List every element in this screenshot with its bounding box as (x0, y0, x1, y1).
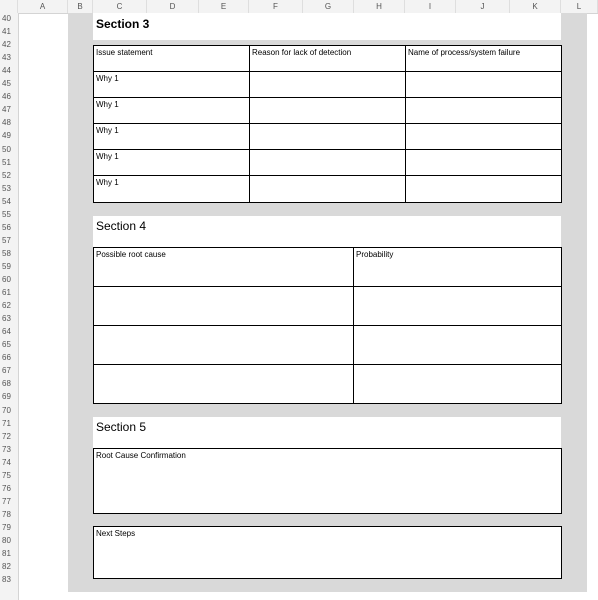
section5-title: Section 5 (96, 420, 147, 434)
row-header-74[interactable]: 74 (2, 457, 11, 467)
row-header-69[interactable]: 69 (2, 392, 11, 402)
section4-header-possible-root-cause[interactable]: Possible root cause (93, 247, 354, 287)
reason-cell[interactable] (249, 71, 406, 98)
row-header-53[interactable]: 53 (2, 183, 11, 193)
row-header-47[interactable]: 47 (2, 105, 11, 115)
row-header-61[interactable]: 61 (2, 288, 11, 298)
row-header-81[interactable]: 81 (2, 549, 11, 559)
row-header-76[interactable]: 76 (2, 483, 11, 493)
probability-cell[interactable] (353, 286, 562, 326)
column-header-d[interactable]: D (147, 0, 199, 13)
row-header-73[interactable]: 73 (2, 444, 11, 454)
probability-cell[interactable] (353, 325, 562, 365)
section4-header-probability[interactable]: Probability (353, 247, 562, 287)
row-header-40[interactable]: 40 (2, 14, 11, 23)
reason-cell[interactable] (249, 175, 406, 203)
row-header-54[interactable]: 54 (2, 196, 11, 206)
section3-title: Section 3 (96, 17, 150, 31)
row-header-59[interactable]: 59 (2, 261, 11, 271)
row-header-57[interactable]: 57 (2, 235, 11, 245)
row-header-82[interactable]: 82 (2, 562, 11, 572)
row-header-58[interactable]: 58 (2, 248, 11, 258)
process-failure-cell[interactable] (405, 123, 562, 150)
section3-header-band (93, 13, 561, 40)
select-all-corner[interactable] (0, 0, 18, 13)
process-failure-cell[interactable] (405, 175, 562, 203)
column-header-a[interactable]: A (18, 0, 68, 13)
row-header-75[interactable]: 75 (2, 470, 11, 480)
row-header-70[interactable]: 70 (2, 405, 11, 415)
row-header-67[interactable]: 67 (2, 366, 11, 376)
column-header-f[interactable]: F (249, 0, 303, 13)
column-header-c[interactable]: C (93, 0, 147, 13)
column-header-j[interactable]: J (456, 0, 510, 13)
section4-title: Section 4 (96, 219, 147, 233)
row-header-42[interactable]: 42 (2, 40, 11, 50)
column-header-e[interactable]: E (199, 0, 249, 13)
row-header-63[interactable]: 63 (2, 314, 11, 324)
section3-header-issue-statement[interactable]: Issue statement (93, 45, 250, 72)
row-header-71[interactable]: 71 (2, 418, 11, 428)
root-cause-cell[interactable] (93, 286, 354, 326)
column-header-h[interactable]: H (354, 0, 405, 13)
row-header-72[interactable]: 72 (2, 431, 11, 441)
row-header-55[interactable]: 55 (2, 209, 11, 219)
row-header-48[interactable]: 48 (2, 118, 11, 128)
row-header-80[interactable]: 80 (2, 536, 11, 545)
process-failure-cell[interactable] (405, 97, 562, 124)
row-header-77[interactable]: 77 (2, 496, 11, 506)
process-failure-cell[interactable] (405, 149, 562, 176)
why-cell[interactable]: Why 1 (93, 149, 250, 176)
next-steps-box[interactable]: Next Steps (93, 526, 562, 579)
row-header-79[interactable]: 79 (2, 522, 11, 532)
root-cause-cell[interactable] (93, 325, 354, 365)
column-header-i[interactable]: I (405, 0, 456, 13)
section3-header-reason[interactable]: Reason for lack of detection (249, 45, 406, 72)
row-header-65[interactable]: 65 (2, 340, 11, 350)
column-header-bar (0, 0, 598, 14)
root-cause-confirmation-box[interactable]: Root Cause Confirmation (93, 448, 562, 514)
row-header-49[interactable]: 49 (2, 131, 11, 141)
row-header-64[interactable]: 64 (2, 327, 11, 337)
section5-header-band (93, 417, 561, 449)
row-header-bar (0, 13, 19, 600)
column-header-g[interactable]: G (303, 0, 354, 13)
row-header-46[interactable]: 46 (2, 92, 11, 102)
why-cell[interactable]: Why 1 (93, 97, 250, 124)
column-header-k[interactable]: K (510, 0, 561, 13)
row-header-56[interactable]: 56 (2, 222, 11, 232)
column-header-b[interactable]: B (68, 0, 93, 13)
section4-header-band (93, 216, 561, 247)
why-cell[interactable]: Why 1 (93, 71, 250, 98)
row-header-50[interactable]: 50 (2, 144, 11, 154)
row-header-83[interactable]: 83 (2, 575, 11, 585)
why-cell[interactable]: Why 1 (93, 123, 250, 150)
root-cause-cell[interactable] (93, 364, 354, 404)
reason-cell[interactable] (249, 123, 406, 150)
probability-cell[interactable] (353, 364, 562, 404)
process-failure-cell[interactable] (405, 71, 562, 98)
section3-header-process-failure[interactable]: Name of process/system failure (405, 45, 562, 72)
row-header-43[interactable]: 43 (2, 53, 11, 63)
row-header-41[interactable]: 41 (2, 27, 11, 37)
row-header-51[interactable]: 51 (2, 157, 11, 167)
row-header-44[interactable]: 44 (2, 66, 11, 76)
reason-cell[interactable] (249, 149, 406, 176)
reason-cell[interactable] (249, 97, 406, 124)
section5-spacer (93, 514, 561, 526)
why-cell[interactable]: Why 1 (93, 175, 250, 203)
row-header-78[interactable]: 78 (2, 509, 11, 519)
row-header-52[interactable]: 52 (2, 170, 11, 180)
column-header-l[interactable]: L (561, 0, 598, 13)
row-header-68[interactable]: 68 (2, 379, 11, 389)
row-header-62[interactable]: 62 (2, 301, 11, 311)
row-header-60[interactable]: 60 (2, 275, 11, 284)
row-header-45[interactable]: 45 (2, 79, 11, 89)
row-header-66[interactable]: 66 (2, 353, 11, 363)
